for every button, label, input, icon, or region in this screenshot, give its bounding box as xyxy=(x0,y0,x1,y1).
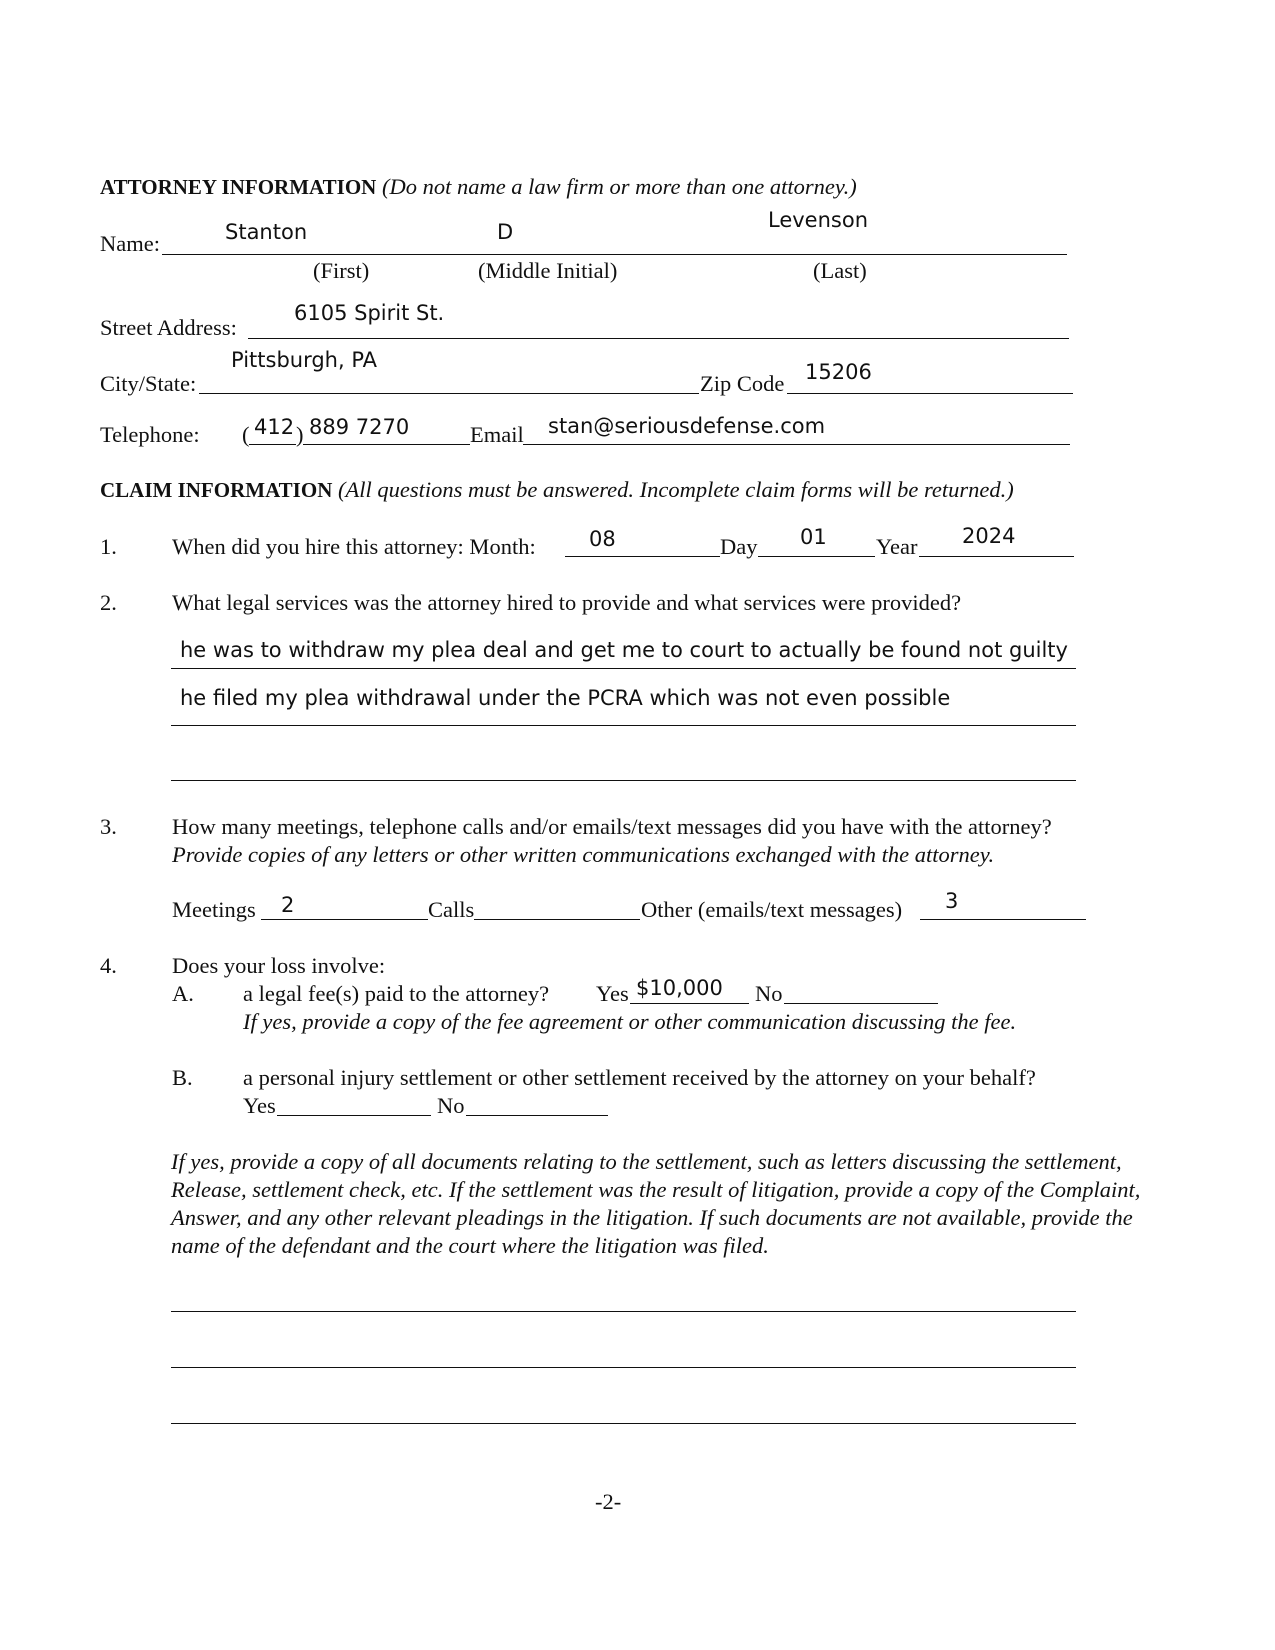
last-name-caption: (Last) xyxy=(813,258,867,283)
question-4a-yes-line xyxy=(630,1003,749,1004)
first-name-caption: (First) xyxy=(313,258,370,283)
question-1-text: When did you hire this attorney: Month: xyxy=(172,534,536,559)
question-4-text: Does your loss involve: xyxy=(172,953,386,978)
street-address-line xyxy=(248,338,1069,339)
city-state-label: City/State: xyxy=(100,371,197,396)
question-3-number: 3. xyxy=(100,814,117,839)
question-3-text: How many meetings, telephone calls and/or emails/text messages did you have with the attorney? xyxy=(172,814,1052,839)
question-4a-text: a legal fee(s) paid to the attorney? xyxy=(243,981,550,1006)
name-label: Name: xyxy=(100,231,160,256)
question-3-note: Provide copies of any letters or other written communications exchanged with the attorney. xyxy=(172,842,995,867)
phone-close-paren: ) xyxy=(296,422,304,447)
phone-line xyxy=(303,444,470,445)
street-address-label: Street Address: xyxy=(100,315,237,340)
month-value[interactable]: 08 xyxy=(589,527,616,551)
email-value[interactable]: stan@seriousdefense.com xyxy=(548,414,826,438)
question-4b-letter: B. xyxy=(172,1065,193,1090)
calls-line[interactable] xyxy=(474,919,640,920)
services-answer-line-1[interactable]: he was to withdraw my plea deal and get me to court to actually be found not guilty xyxy=(180,638,1068,662)
month-line xyxy=(565,556,720,557)
settlement-answer-line-3[interactable] xyxy=(171,1423,1076,1424)
question-4b-text: a personal injury settlement or other settlement received by the attorney on your behalf? xyxy=(243,1065,1036,1090)
page-number: -2- xyxy=(595,1489,622,1514)
name-line xyxy=(162,254,1067,255)
question-4a-no-line[interactable] xyxy=(784,1003,938,1004)
question-4b-no-line[interactable] xyxy=(466,1115,608,1116)
city-state-line xyxy=(199,393,699,394)
street-address-value[interactable]: 6105 Spirit St. xyxy=(294,301,445,325)
email-label: Email xyxy=(470,422,524,447)
calls-label: Calls xyxy=(428,897,475,922)
question-2-text: What legal services was the attorney hired to provide and what services were provided? xyxy=(172,590,962,615)
middle-initial-value[interactable]: D xyxy=(497,220,514,244)
last-name-value[interactable]: Levenson xyxy=(768,208,869,232)
question-4b-no-label: No xyxy=(437,1093,465,1118)
day-line xyxy=(758,556,875,557)
settlement-note-line-4: name of the defendant and the court where the litigation was filed. xyxy=(171,1233,769,1258)
legal-fee-value[interactable]: $10,000 xyxy=(636,976,723,1000)
zip-code-label: Zip Code xyxy=(700,371,785,396)
meetings-line xyxy=(261,919,428,920)
email-line xyxy=(523,444,1070,445)
attorney-section-heading: ATTORNEY INFORMATION (Do not name a law firm or more than one attorney.) xyxy=(100,174,857,199)
question-4-number: 4. xyxy=(100,953,117,978)
claim-section-heading: CLAIM INFORMATION (All questions must be answered. Incomplete claim forms will be returned.) xyxy=(100,477,1014,502)
services-line-2 xyxy=(171,725,1076,726)
question-4a-note: If yes, provide a copy of the fee agreement or other communication discussing the fee. xyxy=(243,1009,1017,1034)
year-line xyxy=(919,556,1074,557)
settlement-note-line-3: Answer, and any other relevant pleadings in the litigation. If such documents are not available, provide the xyxy=(171,1205,1133,1230)
other-value[interactable]: 3 xyxy=(945,889,959,913)
services-answer-line-2[interactable]: he filed my plea withdrawal under the PCRA which was not even possible xyxy=(180,686,951,710)
services-line-1 xyxy=(171,668,1076,669)
zip-code-value[interactable]: 15206 xyxy=(805,360,872,384)
year-label: Year xyxy=(876,534,918,559)
question-4b-yes-label: Yes xyxy=(243,1093,276,1118)
other-label: Other (emails/text messages) xyxy=(641,897,903,922)
settlement-answer-line-2[interactable] xyxy=(171,1367,1076,1368)
meetings-label: Meetings xyxy=(172,897,256,922)
question-4b-yes-line[interactable] xyxy=(277,1115,431,1116)
settlement-note-line-2: Release, settlement check, etc. If the settlement was the result of litigation, provide a copy of the Complaint, xyxy=(171,1177,1141,1202)
settlement-note-line-1: If yes, provide a copy of all documents relating to the settlement, such as letters discussing the settlement, xyxy=(171,1149,1122,1174)
meetings-value[interactable]: 2 xyxy=(281,893,295,917)
day-label: Day xyxy=(720,534,758,559)
phone-open-paren: ( xyxy=(242,422,250,447)
other-line xyxy=(920,919,1086,920)
area-code-value[interactable]: 412 xyxy=(254,415,295,439)
question-1-number: 1. xyxy=(100,534,117,559)
settlement-answer-line-1[interactable] xyxy=(171,1311,1076,1312)
question-2-number: 2. xyxy=(100,590,117,615)
zip-code-line xyxy=(787,393,1073,394)
first-name-value[interactable]: Stanton xyxy=(225,220,308,244)
day-value[interactable]: 01 xyxy=(800,525,827,549)
area-code-line xyxy=(249,444,296,445)
question-4a-yes-label: Yes xyxy=(596,981,629,1006)
phone-value[interactable]: 889 7270 xyxy=(309,415,410,439)
city-state-value[interactable]: Pittsburgh, PA xyxy=(231,348,378,372)
year-value[interactable]: 2024 xyxy=(962,524,1016,548)
services-line-3[interactable] xyxy=(171,780,1076,781)
question-4a-no-label: No xyxy=(755,981,783,1006)
question-4a-letter: A. xyxy=(172,981,194,1006)
middle-initial-caption: (Middle Initial) xyxy=(478,258,618,283)
telephone-label: Telephone: xyxy=(100,422,200,447)
